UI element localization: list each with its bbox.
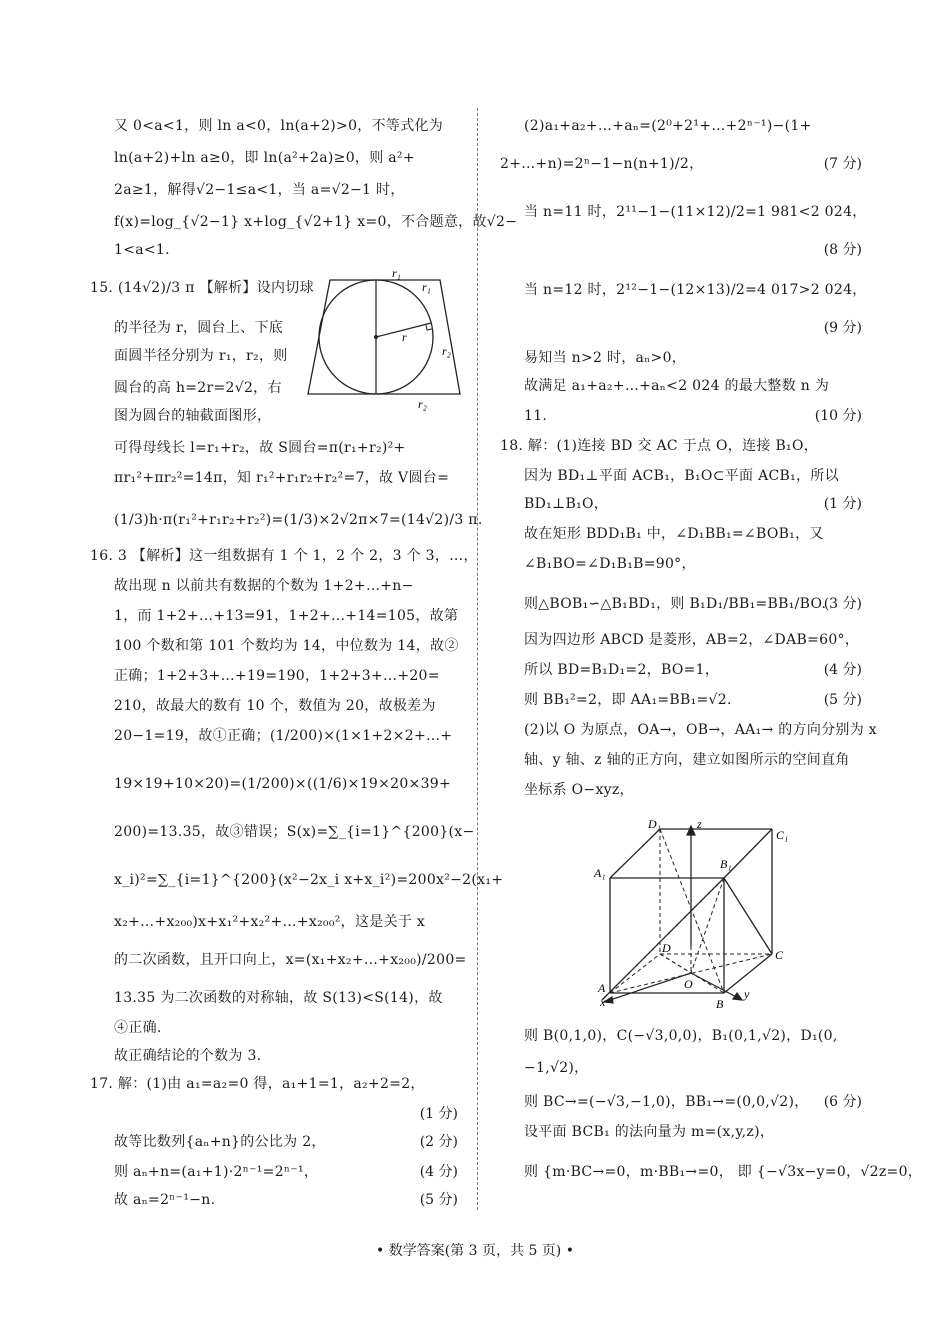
label-B: B: [716, 997, 724, 1010]
left-text-line: 可得母线长 l=r₁+r₂，故 S圆台=π(r₁+r₂)²+: [114, 440, 406, 456]
prism-figure: [590, 818, 800, 1010]
left-text-line: 的半径为 r，圆台上、下底: [114, 320, 284, 336]
label-r1-top: r₁: [392, 268, 401, 280]
left-text-line: 则 aₙ+n=(a₁+1)·2ⁿ⁻¹=2ⁿ⁻¹，: [114, 1164, 319, 1180]
left-text-line: ④正确.: [114, 1020, 162, 1036]
right-score-label: (8 分): [823, 242, 862, 258]
label-r: r: [402, 330, 407, 344]
left-text-line: 故 aₙ=2ⁿ⁻¹−n.: [114, 1192, 216, 1208]
right-score-label: (10 分): [814, 408, 862, 424]
label-B1: B₁: [720, 857, 732, 871]
right-text-line: (2)a₁+a₂+…+aₙ=(2⁰+2¹+…+2ⁿ⁻¹)−(1+: [524, 118, 812, 134]
right-score-label: (4 分): [823, 662, 862, 678]
left-text-line: 故出现 n 以前共有数据的个数为 1+2+…+n−: [114, 578, 414, 594]
right-text-line: 坐标系 O−xyz，: [524, 782, 634, 798]
label-O: O: [684, 977, 693, 991]
right-text-line: 则 BB₁²=2，即 AA₁=BB₁=√2.: [524, 692, 732, 708]
label-x: x: [600, 995, 606, 1009]
right-score-label: (6 分): [823, 1094, 862, 1110]
left-text-line: 17. 解：(1)由 a₁=a₂=0 得，a₁+1=1，a₂+2=2，: [90, 1076, 425, 1092]
left-text-line: 圆台的高 h=2r=2√2，右: [114, 380, 282, 396]
left-text-line: 13.35 为二次函数的对称轴，故 S(13)<S(14)，故: [114, 990, 443, 1006]
label-A1: A₁: [594, 866, 606, 880]
right-text-line: 当 n=11 时，2¹¹−1−(11×12)/2=1 981<2 024，: [524, 204, 867, 220]
right-score-label: (7 分): [823, 156, 862, 172]
label-r2-side: r₂: [442, 344, 451, 358]
left-score-label: (5 分): [419, 1192, 458, 1208]
left-text-line: 正确；1+2+3+…+19=190，1+2+3+…+20=: [114, 668, 440, 684]
left-score-label: (1 分): [419, 1106, 458, 1122]
label-y: y: [744, 987, 750, 1001]
left-text-line: (1/3)h·π(r₁²+r₁r₂+r₂²)=(1/3)×2√2π×7=(14√2)/3 π.: [114, 512, 483, 528]
left-text-line: 又 0<a<1，则 ln a<0，ln(a+2)>0，不等式化为: [114, 118, 444, 134]
left-text-line: 200)=13.35，故③错误；S(x)=∑_{i=1}^{200}(x−: [114, 824, 475, 840]
column-divider: [477, 108, 478, 1210]
label-r1-side: r₁: [422, 280, 431, 294]
left-text-line: 图为圆台的轴截面图形，: [114, 408, 272, 424]
frustum-outline: [308, 280, 460, 394]
left-text-line: ln(a+2)+ln a≥0，即 ln(a²+2a)≥0，则 a²+: [114, 150, 415, 166]
right-text-line: 因为 BD₁⊥平面 ACB₁，B₁O⊂平面 ACB₁，所以: [524, 468, 839, 484]
right-text-line: 故在矩形 BDD₁B₁ 中，∠D₁BB₁=∠BOB₁，又: [524, 526, 824, 542]
left-text-line: 故等比数列{aₙ+n}的公比为 2，: [114, 1134, 326, 1150]
right-text-line: BD₁⊥B₁O，: [524, 496, 609, 512]
right-score-label: (9 分): [823, 320, 862, 336]
label-C: C: [775, 948, 784, 962]
left-text-line: f(x)=log_{√2−1} x+log_{√2+1} x=0，不合题意，故√2−: [114, 214, 518, 230]
left-text-line: 20−1=19，故①正确；(1/200)×(1×1+2×2+…+: [114, 728, 453, 744]
left-text-line: 故正确结论的个数为 3.: [114, 1048, 262, 1064]
right-text-line: 所以 BD=B₁D₁=2，BO=1，: [524, 662, 720, 678]
left-text-line: 1<a<1.: [114, 242, 170, 258]
right-text-line: 2+…+n)=2ⁿ−1−n(n+1)/2，: [500, 156, 704, 172]
left-text-line: 19×19+10×20)=(1/200)×((1/6)×19×20×39+: [114, 776, 452, 792]
right-text-line: −1,√2)，: [524, 1060, 589, 1076]
label-r2-bottom: r₂: [418, 397, 427, 411]
right-text-line: (2)以 O 为原点，OA→，OB→，AA₁→ 的方向分别为 x: [524, 722, 877, 738]
right-text-line: 则 {m·BC→=0，m·BB₁→=0， 即 {−√3x−y=0，√2z=0，: [524, 1164, 923, 1180]
left-score-label: (4 分): [419, 1164, 458, 1180]
right-text-line: 18. 解：(1)连接 BD 交 AC 于点 O，连接 B₁O，: [500, 438, 819, 454]
right-text-line: 设平面 BCB₁ 的法向量为 m=(x,y,z)，: [524, 1124, 775, 1140]
left-text-line: x_i)²=∑_{i=1}^{200}(x²−2x_i x+x_i²)=200x²−2(x₁+: [114, 872, 504, 888]
right-text-line: 则 B(0,1,0)，C(−√3,0,0)，B₁(0,1,√2)，D₁(0,: [524, 1028, 838, 1044]
right-text-line: 则 BC→=(−√3,−1,0)，BB₁→=(0,0,√2)，: [524, 1094, 809, 1110]
left-text-line: x₂+…+x₂₀₀)x+x₁²+x₂²+…+x₂₀₀²，这是关于 x: [114, 914, 426, 930]
right-score-label: (3 分): [823, 596, 862, 612]
left-text-line: 15. (14√2)/3 π 【解析】设内切球: [90, 280, 314, 296]
right-text-line: 轴、y 轴、z 轴的正方向，建立如图所示的空间直角: [524, 752, 850, 768]
label-z: z: [697, 818, 702, 831]
label-D: D: [662, 941, 671, 955]
right-text-line: 11.: [524, 408, 548, 424]
page-footer: • 数学答案(第 3 页，共 5 页) •: [376, 1243, 574, 1259]
left-score-label: (2 分): [419, 1134, 458, 1150]
label-A: A: [598, 981, 606, 995]
right-text-line: 当 n=12 时，2¹²−1−(12×13)/2=4 017>2 024，: [524, 282, 867, 298]
left-text-line: 16. 3 【解析】这一组数据有 1 个 1，2 个 2，3 个 3，…，: [90, 548, 478, 564]
left-text-line: 面圆半径分别为 r₁，r₂，则: [114, 348, 288, 364]
left-text-line: 1，而 1+2+…+13=91，1+2+…+14=105，故第: [114, 608, 459, 624]
label-C1: C₁: [776, 828, 789, 842]
right-score-label: (1 分): [823, 496, 862, 512]
left-text-line: 2a≥1，解得√2−1≤a<1，当 a=√2−1 时，: [114, 182, 405, 198]
right-text-line: 易知当 n>2 时，aₙ>0，: [524, 350, 687, 366]
right-text-line: 故满足 a₁+a₂+…+aₙ<2 024 的最大整数 n 为: [524, 378, 830, 394]
left-text-line: 的二次函数，且开口向上，x=(x₁+x₂+…+x₂₀₀)/200=: [114, 952, 467, 968]
right-score-label: (5 分): [823, 692, 862, 708]
left-text-line: 210，故最大的数有 10 个，数值为 20，故极差为: [114, 698, 436, 714]
right-angle-mark: [426, 325, 432, 330]
center-dot: [374, 335, 378, 339]
right-text-line: ∠B₁BO=∠D₁B₁B=90°，: [524, 556, 696, 572]
frustum-figure: [300, 268, 470, 416]
left-text-line: 100 个数和第 101 个数均为 14，中位数为 14，故②: [114, 638, 459, 654]
label-D1: D₁: [648, 818, 661, 831]
right-text-line: 则△BOB₁∽△B₁BD₁，则 B₁D₁/BB₁=BB₁/BO.: [524, 596, 827, 612]
right-text-line: 因为四边形 ABCD 是菱形，AB=2，∠DAB=60°，: [524, 632, 860, 648]
left-text-line: πr₁²+πr₂²=14π，知 r₁²+r₁r₂+r₂²=7，故 V圆台=: [114, 470, 450, 486]
